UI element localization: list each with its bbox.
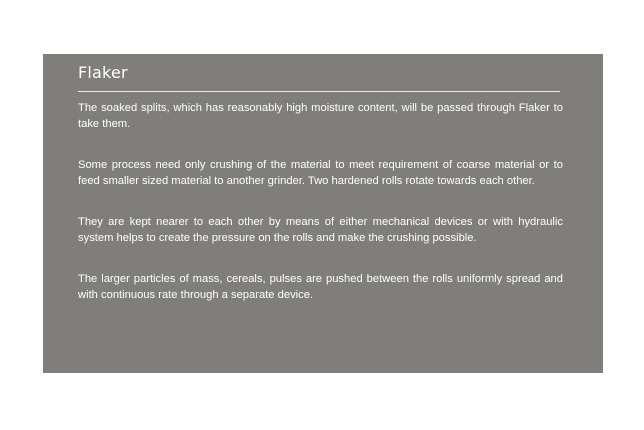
paragraph: The larger particles of mass, cereals, pulses are pushed between the rolls uniformly spread and with continuous rate through a separate device. (78, 273, 563, 301)
content-panel (43, 54, 603, 373)
section-title: Flaker (78, 63, 128, 82)
title-divider (78, 91, 560, 92)
paragraph: The soaked splits, which has reasonably high moisture content, will be passed through Flaker to take them. (78, 102, 563, 130)
paragraph: Some process need only crushing of the material to meet requirement of coarse material or to feed smaller sized material to another grinder. Two hardened rolls rotate towards each other. (78, 159, 563, 187)
section-body (78, 100, 563, 328)
paragraph: They are kept nearer to each other by means of either mechanical devices or with hydraulic system helps to create the pressure on the rolls and make the crushing possible. (78, 216, 563, 244)
